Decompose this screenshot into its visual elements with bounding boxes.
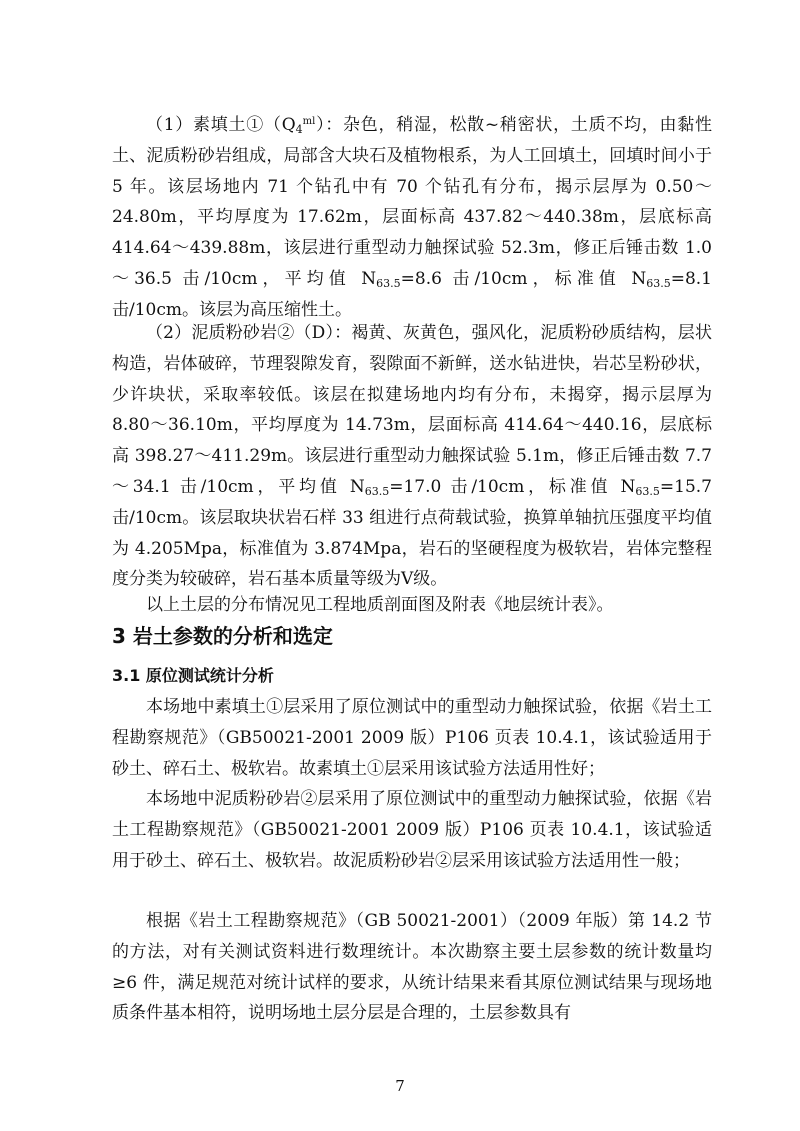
subsection-heading: 3.1 原位测试统计分析 bbox=[112, 666, 274, 685]
text-run: （1）素填土①（Q bbox=[146, 115, 296, 135]
paragraph-siltstone bbox=[112, 318, 712, 595]
superscript: ml bbox=[302, 116, 316, 127]
paragraph-fill-soil bbox=[112, 110, 712, 326]
text-run: =15.7 击/10cm。该层取块状岩石样 33 组进行点荷载试验，换算单轴抗压强度平均值为 4.205Mpa，标准值为 3.874Mpa，岩石的坚硬程度为极软岩，岩体完整程度分类为较破碎，岩石基本质量等级为Ⅴ级。 bbox=[112, 476, 712, 590]
text-run: ）：杂色，稍湿，松散~稍密状，土质不均，由黏性土、泥质粉砂岩组成，局部含大块石及植物根系，为人工回填土，回填时间小于 5 年。该层场地内 71 个钻孔中有 70 个钻孔有分布，揭示层厚为 0.50～24.80m，平均厚度为 17.62m，层面标高 437.82～440.38m，层底标高 414.64～439.88m，该层进行重型动力触探试验 52.3m，修正后锤击数 1.0～36.5 击/10cm，平均值 N bbox=[112, 115, 712, 289]
subscript: 63.5 bbox=[376, 276, 401, 290]
section-heading: 3 岩土参数的分析和选定 bbox=[112, 624, 333, 648]
subscript: 4 bbox=[295, 123, 303, 136]
text-run: =8.1 击/10cm。该层为高压缩性土。 bbox=[112, 268, 712, 320]
text-run: =17.0 击/10cm，标准值 N bbox=[389, 476, 636, 497]
text-run: （2）泥质粉砂岩②（D）：褐黄、灰黄色，强风化，泥质粉砂质结构，层状构造，岩体破碎，节理裂隙发育，裂隙面不新鲜，送水钻进快，岩芯呈粉砂状，少许块状，采取率较低。该层在拟建场地内均有分布，未揭穿，揭示层厚为 8.80～36.10m，平均厚度为 14.73m，层面标高 414.64～440.16，层底标高 398.27～411.29m。该层进行重型动力触探试验 5.1m，修正后锤击数 7.7～34.1 击/10cm，平均值 N bbox=[112, 323, 712, 497]
paragraph-summary: 以上土层的分布情况见工程地质剖面图及附表《地层统计表》。 bbox=[146, 595, 614, 615]
page-number: 7 bbox=[395, 1077, 405, 1095]
subscript: 63.5 bbox=[635, 484, 660, 498]
paragraph-statistics: 根据《岩土工程勘察规范》（GB 50021-2001）（2009 年版）第 14.2 节的方法，对有关测试资料进行数理统计。本次勘察主要土层参数的统计数量均≥6 件，满足规范对统计试样的要求，从统计结果来看其原位测试结果与现场地质条件基本相符，说明场地土层分层是合理的，土层参数具有 bbox=[112, 911, 712, 1024]
paragraph-siltstone-test: 本场地中泥质粉砂岩②层采用了原位测试中的重型动力触探试验，依据《岩土工程勘察规范》（GB50021-2001 2009 版）P106 页表 10.4.1，该试验适用于砂土、碎石土、极软岩。故泥质粉砂岩②层采用该试验方法适用性一般； bbox=[112, 789, 712, 871]
subscript: 63.5 bbox=[364, 484, 390, 498]
paragraph-fill-soil-test: 本场地中素填土①层采用了原位测试中的重型动力触探试验，依据《岩土工程勘察规范》（GB50021-2001 2009 版）P106 页表 10.4.1，该试验适用于砂土、碎石土、极软岩。故素填土①层采用该试验方法适用性好； bbox=[112, 697, 712, 779]
subscript: 63.5 bbox=[646, 276, 671, 290]
text-run: =8.6 击/10cm，标准值 N bbox=[400, 268, 647, 289]
